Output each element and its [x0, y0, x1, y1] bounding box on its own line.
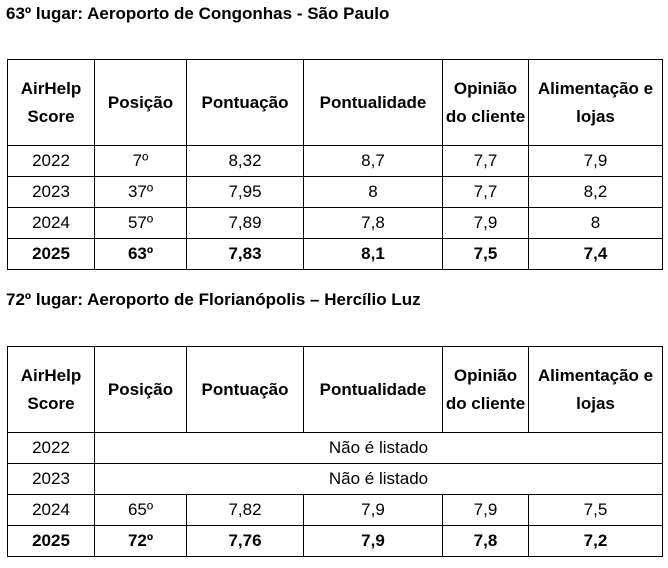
table-florianopolis [7, 346, 663, 557]
cell-pontuacao: 7,76 [187, 526, 304, 557]
cell-pontualidade: 7,9 [304, 526, 443, 557]
cell-year: 2025 [8, 526, 95, 557]
header-alimentacao-lojas: Alimentação e lojas [529, 347, 663, 433]
cell-not-listed: Não é listado [95, 433, 663, 464]
cell-pontuacao: 7,82 [187, 495, 304, 526]
cell-pontuacao: 7,89 [187, 208, 304, 239]
cell-opiniao: 7,5 [443, 239, 529, 270]
cell-year: 2024 [8, 495, 95, 526]
cell-not-listed: Não é listado [95, 464, 663, 495]
cell-pontualidade: 7,9 [304, 495, 443, 526]
cell-alimentacao: 8 [529, 208, 663, 239]
cell-alimentacao: 7,5 [529, 495, 663, 526]
cell-year: 2024 [8, 208, 95, 239]
cell-pontuacao: 7,95 [187, 177, 304, 208]
table-row [8, 208, 663, 239]
cell-alimentacao: 7,4 [529, 239, 663, 270]
cell-pontualidade: 7,8 [304, 208, 443, 239]
table-row [8, 239, 663, 270]
cell-year: 2023 [8, 177, 95, 208]
table-row [8, 526, 663, 557]
cell-posicao: 57º [95, 208, 187, 239]
cell-year: 2023 [8, 464, 95, 495]
table-row [8, 495, 663, 526]
header-pontuacao: Pontuação [187, 347, 304, 433]
header-airhelp-score: AirHelp Score [8, 347, 95, 433]
cell-alimentacao: 7,9 [529, 146, 663, 177]
cell-opiniao: 7,9 [443, 495, 529, 526]
table-row [8, 433, 663, 464]
cell-pontuacao: 8,32 [187, 146, 304, 177]
header-alimentacao-lojas: Alimentação e lojas [529, 60, 663, 146]
header-posicao: Posição [95, 347, 187, 433]
cell-opiniao: 7,8 [443, 526, 529, 557]
cell-pontualidade: 8,7 [304, 146, 443, 177]
cell-opiniao: 7,9 [443, 208, 529, 239]
cell-pontualidade: 8 [304, 177, 443, 208]
cell-alimentacao: 7,2 [529, 526, 663, 557]
cell-opiniao: 7,7 [443, 177, 529, 208]
cell-posicao: 7º [95, 146, 187, 177]
cell-year: 2022 [8, 433, 95, 464]
cell-pontualidade: 8,1 [304, 239, 443, 270]
header-posicao: Posição [95, 60, 187, 146]
header-pontuacao: Pontuação [187, 60, 304, 146]
cell-posicao: 63º [95, 239, 187, 270]
table-congonhas [7, 59, 663, 270]
cell-posicao: 65º [95, 495, 187, 526]
table-row [8, 177, 663, 208]
cell-year: 2025 [8, 239, 95, 270]
header-row [8, 347, 663, 433]
header-airhelp-score: AirHelp Score [8, 60, 95, 146]
cell-year: 2022 [8, 146, 95, 177]
header-pontualidade: Pontualidade [304, 347, 443, 433]
section-title-florianopolis: 72º lugar: Aeroporto de Florianópolis – Hercílio Luz [6, 290, 421, 309]
cell-posicao: 72º [95, 526, 187, 557]
cell-opiniao: 7,7 [443, 146, 529, 177]
header-opiniao-cliente: Opinião do cliente [443, 347, 529, 433]
cell-posicao: 37º [95, 177, 187, 208]
header-opiniao-cliente: Opinião do cliente [443, 60, 529, 146]
header-row [8, 60, 663, 146]
header-pontualidade: Pontualidade [304, 60, 443, 146]
table-row [8, 464, 663, 495]
section-title-congonhas: 63º lugar: Aeroporto de Congonhas - São Paulo [6, 4, 390, 23]
cell-alimentacao: 8,2 [529, 177, 663, 208]
cell-pontuacao: 7,83 [187, 239, 304, 270]
table-row [8, 146, 663, 177]
